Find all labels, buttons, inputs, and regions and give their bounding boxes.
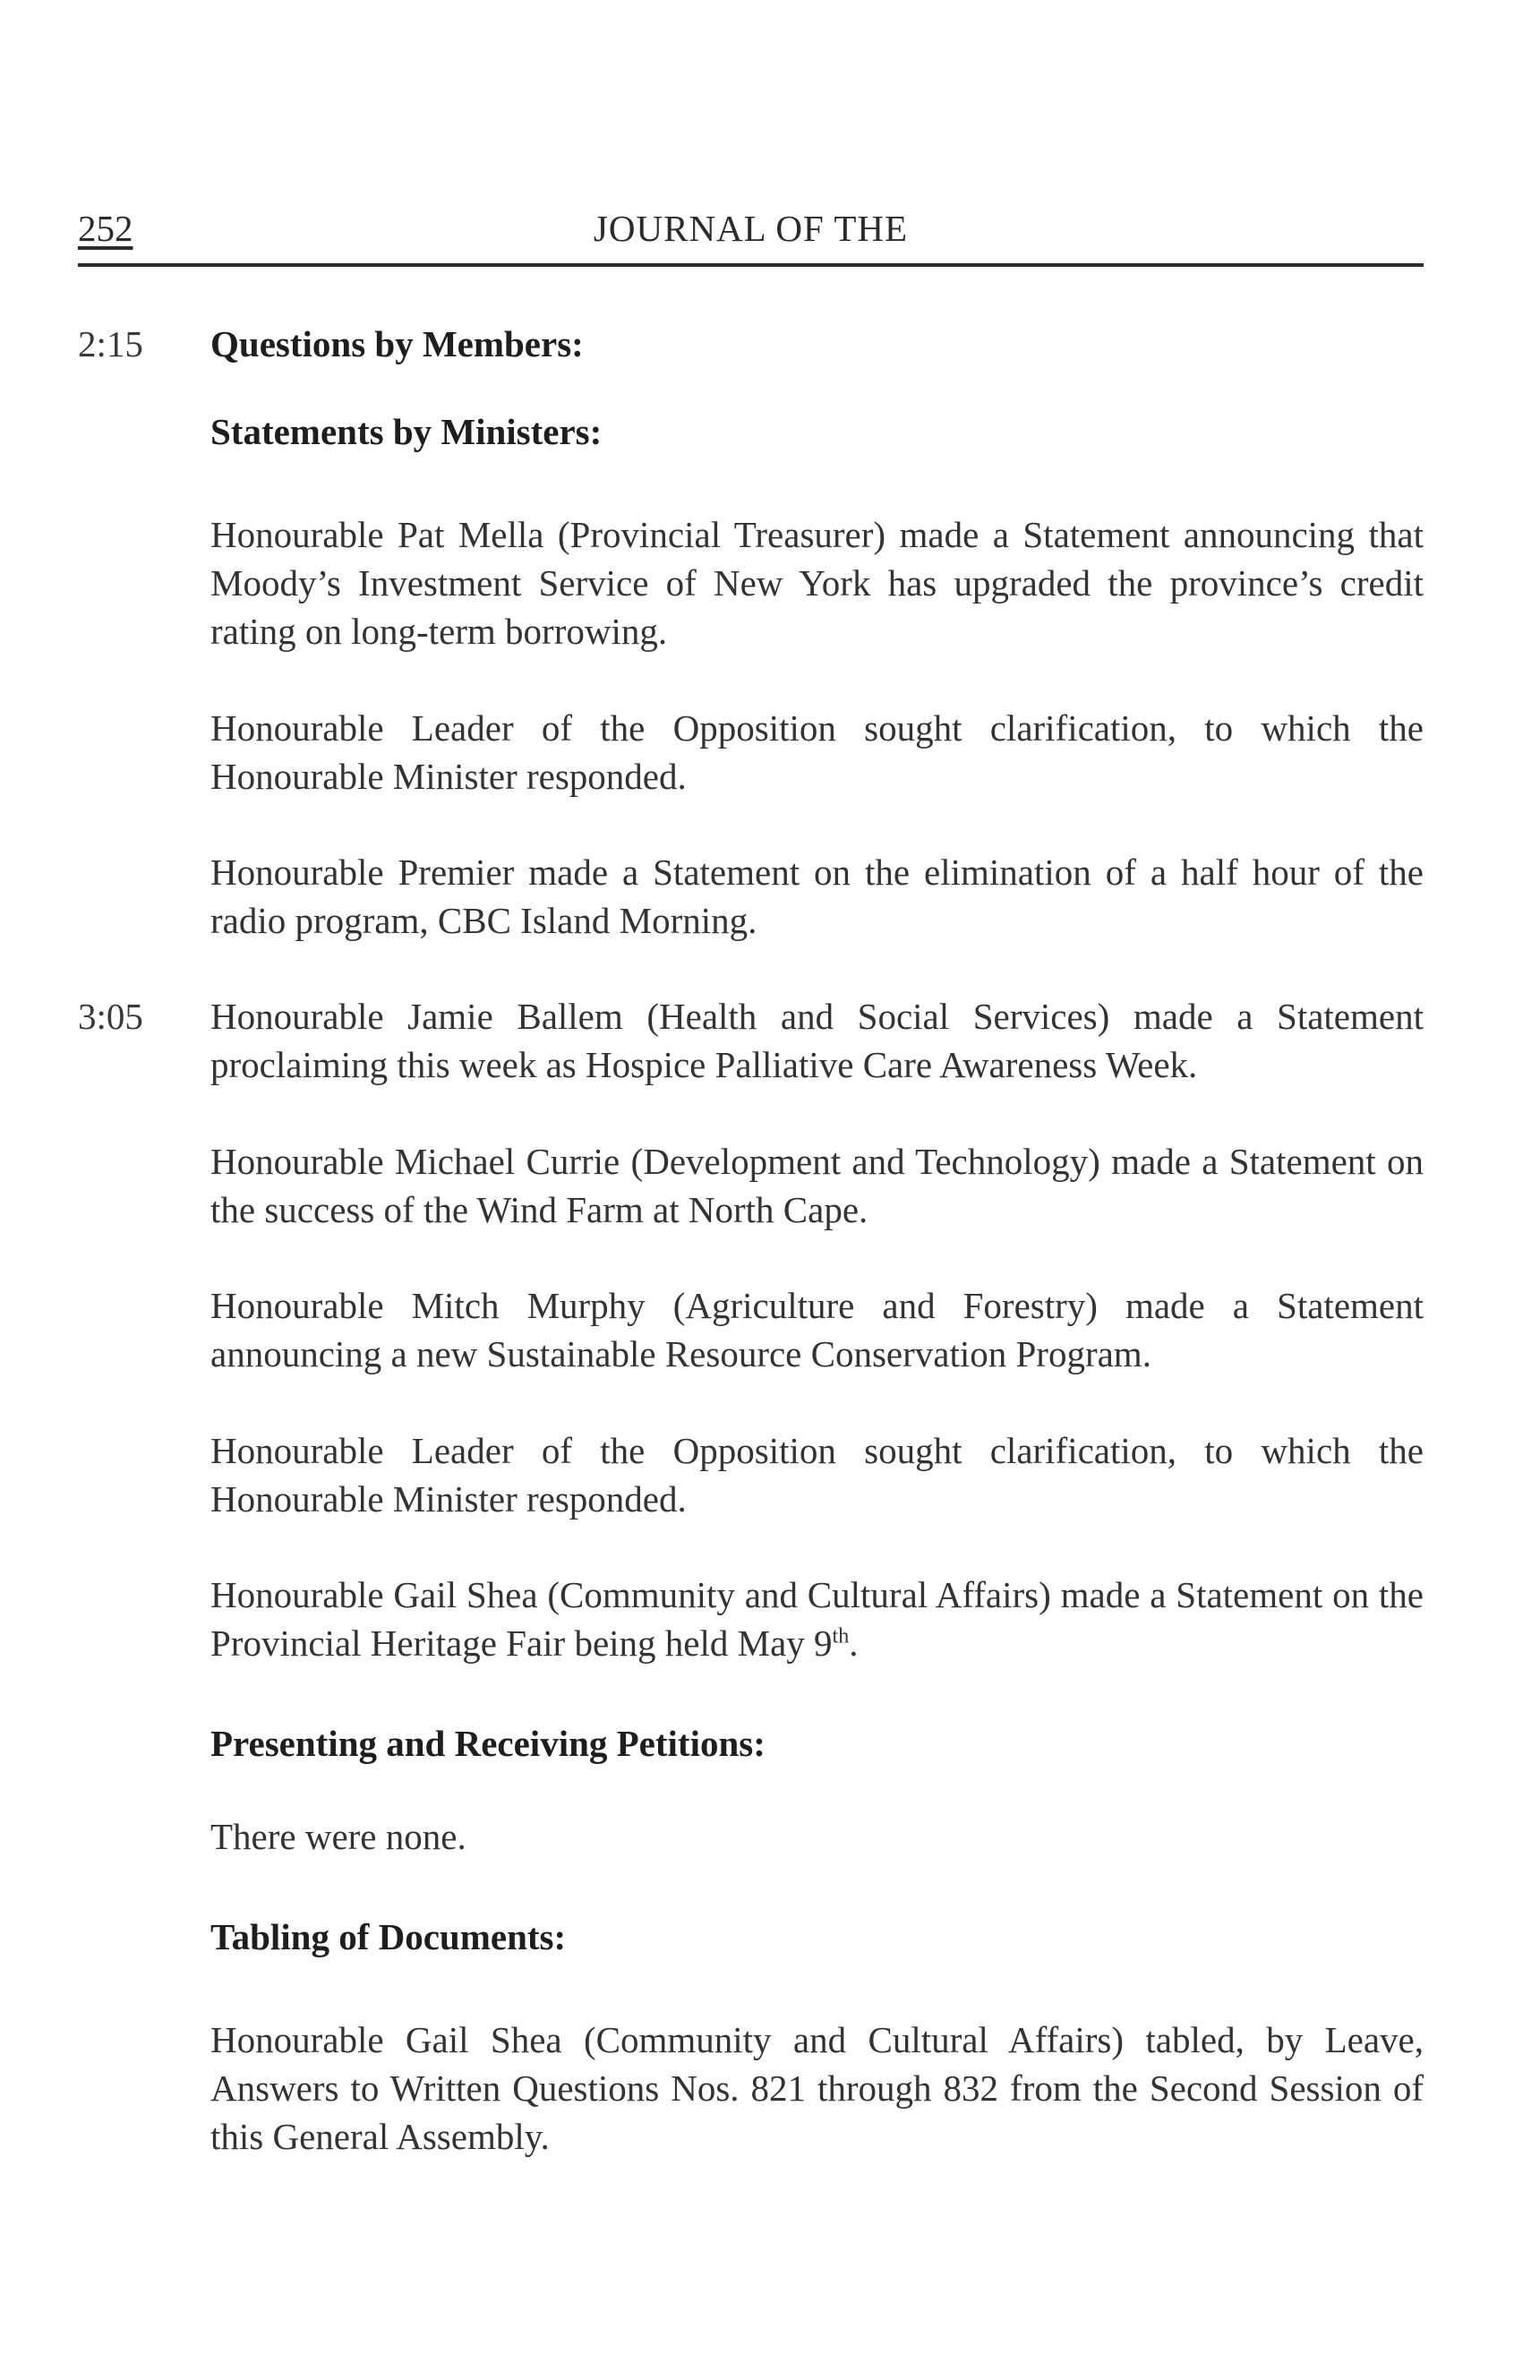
- paragraph-text: Honourable Gail Shea (Community and Cultural Affairs) made a Statement on the Provincial Heritage Fair being held May 9: [210, 1574, 1424, 1664]
- section-heading-questions: Questions by Members:: [210, 323, 584, 364]
- paragraph: [210, 1571, 1424, 1667]
- paragraph: Honourable Pat Mella (Provincial Treasurer) made a Statement announcing that Moody’s Investment Service of New York has upgraded the province’s credit rating on long-term borrowing.: [210, 514, 1424, 652]
- paragraph: Honourable Premier made a Statement on the elimination of a half hour of the radio program, CBC Island Morning.: [210, 852, 1424, 941]
- journal-title: JOURNAL OF THE: [593, 208, 909, 249]
- time-marker: 2:15: [78, 323, 143, 364]
- paragraph: Honourable Leader of the Opposition sought clarification, to which the Honourable Minister responded.: [210, 707, 1424, 797]
- section-heading-statements: Statements by Ministers:: [210, 411, 603, 452]
- page-number: 252: [78, 208, 133, 249]
- paragraph-end: .: [849, 1622, 859, 1664]
- paragraph: Honourable Mitch Murphy (Agriculture and Forestry) made a Statement announcing a new Sustainable Resource Conservation Program.: [210, 1285, 1424, 1374]
- paragraph: There were none.: [210, 1816, 466, 1857]
- paragraph: Honourable Gail Shea (Community and Cultural Affairs) tabled, by Leave, Answers to Written Questions Nos. 821 through 832 from the Second Session of this General Assembly.: [210, 2019, 1424, 2157]
- time-marker: 3:05: [78, 996, 143, 1037]
- superscript: th: [832, 1624, 850, 1648]
- page-header: [78, 206, 1424, 267]
- paragraph: Honourable Jamie Ballem (Health and Social Services) made a Statement proclaiming this week as Hospice Palliative Care Awareness Week.: [210, 996, 1424, 1085]
- section-heading-petitions: Presenting and Receiving Petitions:: [210, 1723, 766, 1764]
- paragraph: Honourable Leader of the Opposition sought clarification, to which the Honourable Minister responded.: [210, 1430, 1424, 1520]
- section-heading-tabling: Tabling of Documents:: [210, 1916, 567, 1957]
- paragraph: Honourable Michael Currie (Development and Technology) made a Statement on the success of the Wind Farm at North Cape.: [210, 1141, 1424, 1230]
